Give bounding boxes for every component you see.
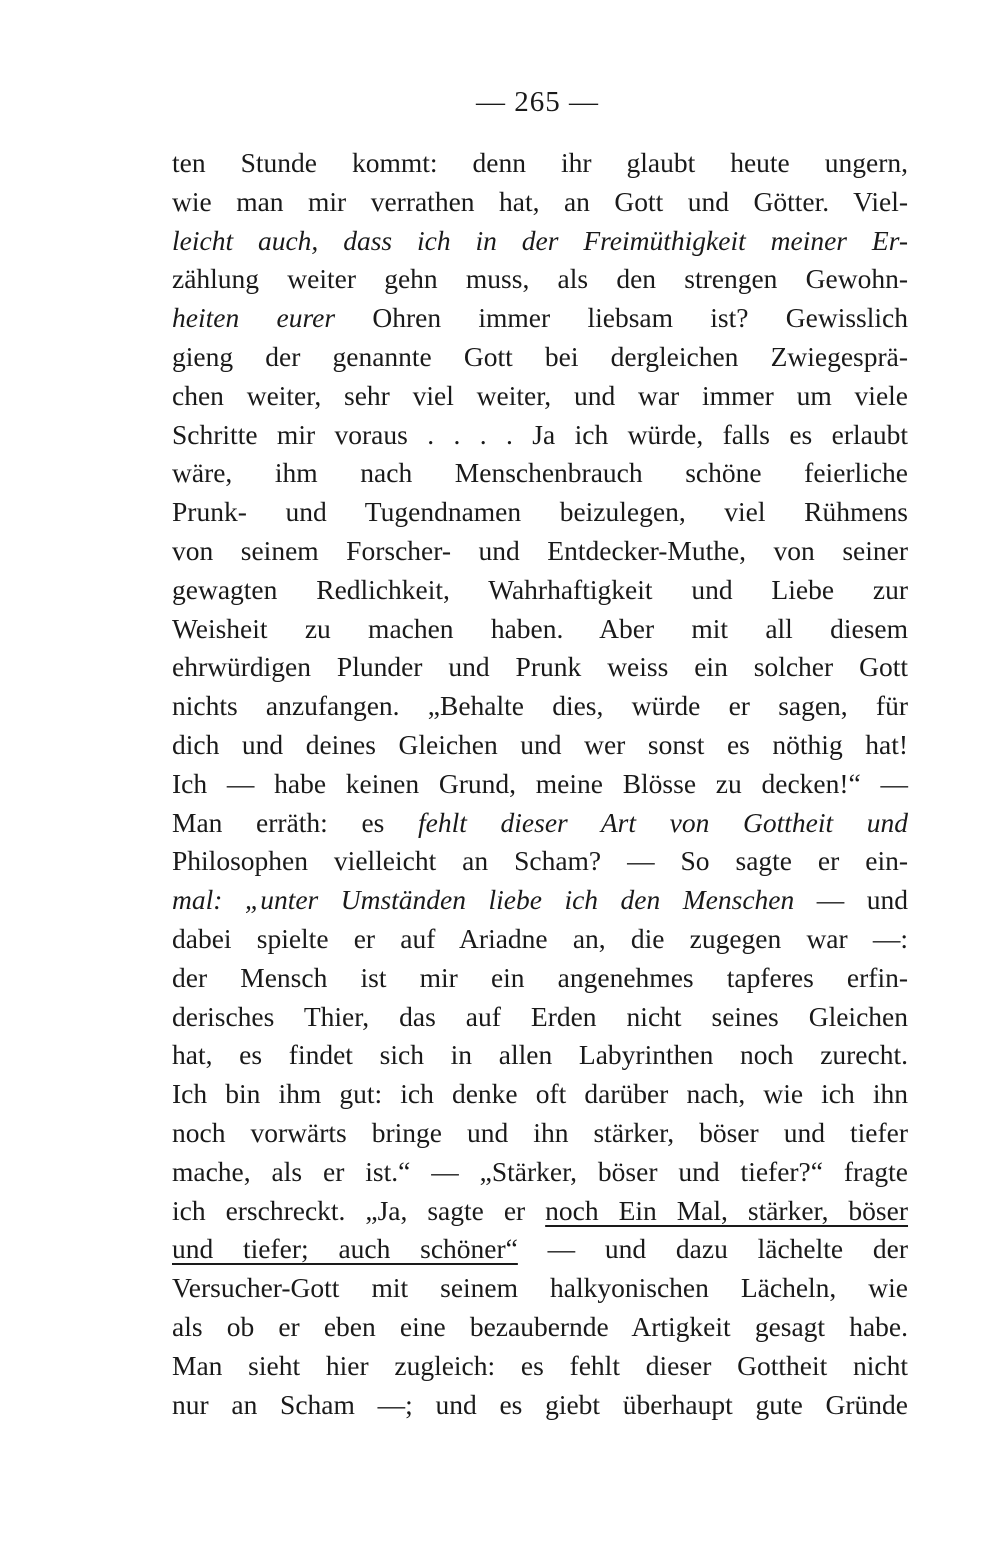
text-segment: — und bbox=[794, 884, 908, 916]
text-segment: der Mensch ist mir ein angenehmes tapferes erfin- bbox=[172, 961, 908, 993]
text-line bbox=[172, 804, 908, 843]
text-line bbox=[172, 377, 908, 416]
text-segment: Ohren immer liebsam ist? Gewisslich bbox=[372, 302, 908, 334]
text-segment: zählung weiter gehn muss, als den strengen Gewohn- bbox=[172, 263, 908, 295]
text-line bbox=[172, 299, 908, 338]
text-segment: ten Stunde kommt: denn ihr glaubt heute ungern, bbox=[172, 147, 908, 178]
text-line bbox=[172, 765, 908, 804]
text-line bbox=[172, 260, 908, 299]
text-line bbox=[172, 1230, 908, 1269]
text-line bbox=[172, 532, 908, 571]
text-segment: fehlt dieser Art von Gottheit und bbox=[418, 806, 909, 838]
text-segment: chen weiter, sehr viel weiter, und war immer um viele bbox=[172, 379, 908, 411]
text-line bbox=[172, 959, 908, 998]
text-segment: Man sieht hier zugleich: es fehlt dieser Gottheit nicht bbox=[172, 1349, 908, 1381]
text-segment: Ich bin ihm gut: ich denke oft darüber nach, wie ich ihn bbox=[172, 1078, 908, 1110]
text-line bbox=[172, 454, 908, 493]
text-segment: ich erschreckt. „Ja, sagte er bbox=[172, 1194, 546, 1226]
text-line bbox=[172, 338, 908, 377]
text-line bbox=[172, 1308, 908, 1347]
text-segment: Man erräth: es bbox=[172, 806, 418, 838]
text-segment: Prunk- und Tugendnamen beizulegen, viel Rühmens bbox=[172, 496, 908, 528]
text-line bbox=[172, 1347, 908, 1386]
text-line bbox=[172, 610, 908, 649]
text-segment: Philosophen vielleicht an Scham? — So sagte er ein- bbox=[172, 845, 908, 877]
text-line bbox=[172, 493, 908, 532]
text-segment: noch Ein Mal, stärker, böser bbox=[545, 1194, 909, 1226]
text-segment: hat, es findet sich in allen Labyrinthen noch zurecht. bbox=[172, 1039, 908, 1071]
text-segment: derisches Thier, das auf Erden nicht seines Gleichen bbox=[172, 1000, 908, 1032]
text-segment: Ich — habe keinen Grund, meine Blösse zu decken!“ — bbox=[172, 767, 908, 799]
text-segment: ehrwürdigen Plunder und Prunk weiss ein solcher Gott bbox=[172, 651, 908, 683]
text-line bbox=[172, 1153, 908, 1192]
text-line bbox=[172, 1114, 908, 1153]
text-segment: wäre, ihm nach Menschenbrauch schöne feierliche bbox=[172, 457, 908, 489]
text-segment: dabei spielte er auf Ariadne an, die zugegen war —: bbox=[172, 922, 908, 954]
text-line bbox=[172, 648, 908, 687]
text-segment: von seinem Forscher- und Entdecker-Muthe, von seiner bbox=[172, 534, 908, 566]
text-line bbox=[172, 1036, 908, 1075]
text-line bbox=[172, 1269, 908, 1308]
text-line bbox=[172, 687, 908, 726]
text-segment: wie man mir verrathen hat, an Gott und Götter. Viel- bbox=[172, 185, 908, 217]
text-segment: Weisheit zu machen haben. Aber mit all diesem bbox=[172, 612, 908, 644]
page-number: — 265 — bbox=[476, 86, 599, 118]
text-line bbox=[172, 726, 908, 765]
text-line bbox=[172, 998, 908, 1037]
text-line bbox=[172, 1386, 908, 1425]
text-line bbox=[172, 222, 908, 261]
text-line bbox=[172, 842, 908, 881]
text-line bbox=[172, 144, 908, 183]
text-segment: nichts anzufangen. „Behalte dies, würde er sagen, für bbox=[172, 690, 908, 722]
text-segment: leicht auch, dass ich in der Freimüthigkeit meiner Er- bbox=[172, 224, 908, 256]
text-line bbox=[172, 1192, 908, 1231]
text-segment: heiten eurer bbox=[172, 302, 373, 334]
text-segment: mache, als er ist.“ — „Stärker, böser und tiefer?“ fragte bbox=[172, 1155, 908, 1187]
text-segment: gieng der genannte Gott bei dergleichen Zwiegesprä- bbox=[172, 340, 908, 372]
text-line bbox=[172, 1075, 908, 1114]
text-line bbox=[172, 920, 908, 959]
text-segment: noch vorwärts bringe und ihn stärker, böser und tiefer bbox=[172, 1116, 908, 1148]
text-segment: und tiefer; auch schöner“ bbox=[172, 1233, 518, 1265]
text-line bbox=[172, 881, 908, 920]
text-segment: dich und deines Gleichen und wer sonst es nöthig hat! bbox=[172, 728, 908, 760]
text-segment: Schritte mir voraus . . . . Ja ich würde, falls es erlaubt bbox=[172, 418, 908, 450]
text-segment: mal: „unter Umständen liebe ich den Menschen bbox=[172, 884, 795, 916]
text-segment: — und dazu lächelte der bbox=[517, 1233, 908, 1265]
text-line bbox=[172, 183, 908, 222]
text-segment: nur an Scham —; und es giebt überhaupt gute Gründe bbox=[172, 1388, 908, 1420]
text-segment: als ob er eben eine bezaubernde Artigkeit gesagt habe. bbox=[172, 1310, 908, 1342]
text-segment: Versucher-Gott mit seinem halkyonischen Lächeln, wie bbox=[172, 1272, 908, 1304]
body-text bbox=[172, 144, 908, 1424]
text-segment: gewagten Redlichkeit, Wahrhaftigkeit und Liebe zur bbox=[172, 573, 908, 605]
text-line bbox=[172, 571, 908, 610]
text-line bbox=[172, 416, 908, 455]
